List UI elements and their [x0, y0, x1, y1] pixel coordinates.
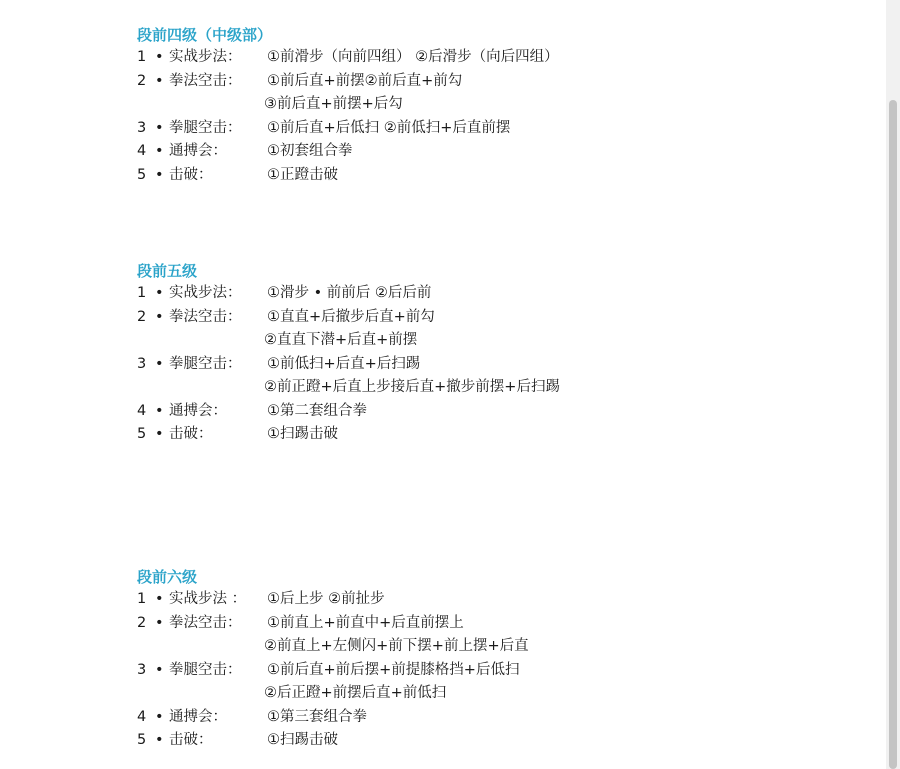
item-number: 3 — [137, 661, 147, 678]
list-item-continuation — [137, 635, 529, 659]
bullet: • — [155, 426, 164, 442]
bullet: • — [155, 119, 164, 136]
item-number: 1 — [137, 591, 147, 607]
bullet: • — [155, 166, 164, 183]
bullet: • — [155, 143, 164, 159]
list-item — [137, 46, 559, 70]
list-item — [137, 282, 432, 306]
item-number: 2 — [137, 308, 147, 325]
list-item-continuation — [137, 376, 560, 400]
item-value: ①前后直+前摆②前后直+前勾 — [267, 72, 463, 89]
item-value: ①前直上+前直中+后直前摆上 — [267, 614, 464, 631]
bullet: • — [155, 72, 164, 89]
bullet: • — [155, 285, 164, 301]
section-title: 段前五级 — [137, 262, 198, 280]
item-label: 拳腿空击： — [169, 355, 242, 372]
item-value: ②前直上+左侧闪+前下摆+前上摆+后直 — [264, 638, 529, 654]
item-value: ①扫踢击破 — [267, 732, 338, 748]
list-item — [137, 400, 367, 424]
item-number: 2 — [137, 614, 147, 631]
item-label: 击破： — [169, 426, 213, 442]
list-item — [137, 70, 463, 94]
item-number: 4 — [137, 143, 147, 159]
item-number: 4 — [137, 708, 147, 725]
item-number: 2 — [137, 72, 147, 89]
item-value: ①滑步 • 前前后 ②后后前 — [267, 285, 432, 301]
item-value: ①正蹬击破 — [267, 166, 338, 183]
list-item — [137, 140, 353, 164]
item-number: 5 — [137, 426, 147, 442]
item-value: ①第二套组合拳 — [267, 402, 367, 419]
bullet: • — [155, 308, 164, 325]
bullet: • — [155, 402, 164, 419]
vertical-scrollbar[interactable] — [886, 0, 900, 769]
item-value: ②后正蹬+前摆后直+前低扫 — [264, 685, 447, 701]
item-label: 拳法空击： — [169, 308, 242, 325]
item-label: 通搏会： — [169, 402, 227, 419]
list-item-continuation — [137, 682, 447, 706]
item-number: 5 — [137, 732, 147, 748]
list-item — [137, 612, 464, 636]
item-value: ①扫踢击破 — [267, 426, 338, 442]
item-label: 实战步法： — [169, 285, 242, 301]
bullet: • — [155, 355, 164, 372]
list-item — [137, 164, 338, 188]
section-title: 段前六级 — [137, 568, 198, 586]
bullet: • — [155, 732, 164, 748]
item-value: ②直直下潜+后直+前摆 — [264, 332, 418, 348]
section-level-5 — [137, 260, 560, 447]
item-label: 通搏会： — [169, 708, 227, 725]
item-number: 3 — [137, 355, 147, 372]
bullet: • — [155, 661, 164, 678]
list-item — [137, 588, 385, 612]
item-label: 通搏会： — [169, 143, 227, 159]
list-item — [137, 353, 421, 377]
list-item — [137, 706, 367, 730]
item-label: 拳法空击： — [169, 614, 242, 631]
item-label: 拳腿空击： — [169, 119, 242, 136]
section-level-6 — [137, 566, 529, 753]
item-value: ①初套组合拳 — [267, 143, 353, 159]
item-number: 3 — [137, 119, 147, 136]
item-value: ③前后直+前摆+后勾 — [264, 96, 403, 112]
item-number: 1 — [137, 285, 147, 301]
item-value: ①后上步 ②前扯步 — [267, 591, 385, 607]
list-item — [137, 117, 511, 141]
item-number: 4 — [137, 402, 147, 419]
item-value: ①前后直+后低扫 ②前低扫+后直前摆 — [267, 119, 511, 136]
item-value: ①第三套组合拳 — [267, 708, 367, 725]
item-label: 击破： — [169, 166, 213, 183]
bullet: • — [155, 614, 164, 631]
list-item — [137, 729, 338, 753]
bullet: • — [155, 49, 164, 65]
item-value: ①前低扫+后直+后扫踢 — [267, 355, 421, 372]
item-label: 实战步法 ： — [169, 591, 247, 607]
bullet: • — [155, 708, 164, 725]
list-item-continuation — [137, 93, 403, 117]
section-title: 段前四级（中级部） — [137, 26, 273, 44]
list-item — [137, 306, 435, 330]
section-level-4 — [137, 24, 559, 187]
list-item — [137, 423, 338, 447]
item-value: ①前滑步（向前四组） ②后滑步（向后四组） — [267, 49, 559, 65]
list-item-continuation — [137, 329, 418, 353]
item-label: 拳法空击： — [169, 72, 242, 89]
scrollbar-thumb[interactable] — [889, 100, 897, 769]
item-value: ②前正蹬+后直上步接后直+撤步前摆+后扫踢 — [264, 379, 560, 395]
item-value: ①直直+后撤步后直+前勾 — [267, 308, 435, 325]
item-label: 实战步法： — [169, 49, 242, 65]
list-item — [137, 659, 520, 683]
item-number: 5 — [137, 166, 147, 183]
item-value: ①前后直+前后摆+前提膝格挡+后低扫 — [267, 661, 520, 678]
item-number: 1 — [137, 49, 147, 65]
item-label: 拳腿空击： — [169, 661, 242, 678]
bullet: • — [155, 591, 164, 607]
item-label: 击破： — [169, 732, 213, 748]
